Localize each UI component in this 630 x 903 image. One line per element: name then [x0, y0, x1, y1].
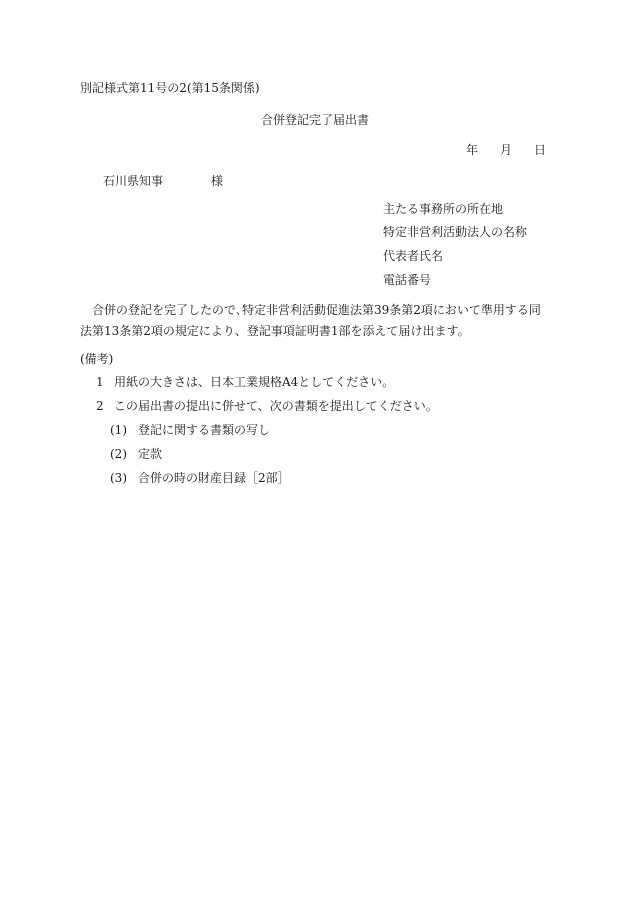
sub-item [110, 422, 270, 439]
applicant-field-representative: 代表者氏名 [383, 249, 444, 263]
form-number: 別記様式第11号の2(第15条関係) [80, 81, 260, 95]
note-number: 2 [96, 399, 104, 413]
sub-item-text: 定款 [138, 447, 163, 461]
sub-item-number: (3) [110, 471, 127, 485]
applicant-field-corporation-name: 特定非営利活動法人の名称 [383, 225, 528, 239]
document-title: 合併登記完了届出書 [260, 113, 369, 127]
note-text: この届出書の提出に併せて、次の書類を提出してください。 [114, 399, 438, 413]
addressee-honorific: 様 [211, 174, 224, 188]
date-year-label: 年 [466, 143, 479, 157]
applicant-field-phone: 電話番号 [383, 273, 432, 287]
date-line [466, 142, 546, 159]
date-month-label: 月 [500, 143, 513, 157]
date-day-label: 日 [534, 143, 547, 157]
addressee [103, 173, 223, 190]
note-number: 1 [96, 375, 104, 389]
sub-item-text: 登記に関する書類の写し [138, 423, 271, 437]
notes-heading: (備考) [80, 352, 114, 366]
sub-item-number: (1) [110, 423, 127, 437]
body-paragraph: 合併の登記を完了したので､特定非営利活動促進法第39条第2項において準用する同法第13条第2項の規定により、登記事項証明書1部を添えて届け出ます。 [80, 303, 541, 338]
note-item [96, 374, 394, 391]
sub-item-text: 合併の時の財産目録［2部］ [138, 471, 290, 485]
sub-item-number: (2) [110, 447, 127, 461]
applicant-field-address: 主たる事務所の所在地 [383, 202, 504, 216]
sub-item [110, 470, 290, 487]
note-text: 用紙の大きさは、日本工業規格A4としてください。 [114, 375, 395, 389]
addressee-name: 石川県知事 [103, 174, 164, 188]
note-item [96, 398, 438, 415]
sub-item [110, 446, 162, 463]
